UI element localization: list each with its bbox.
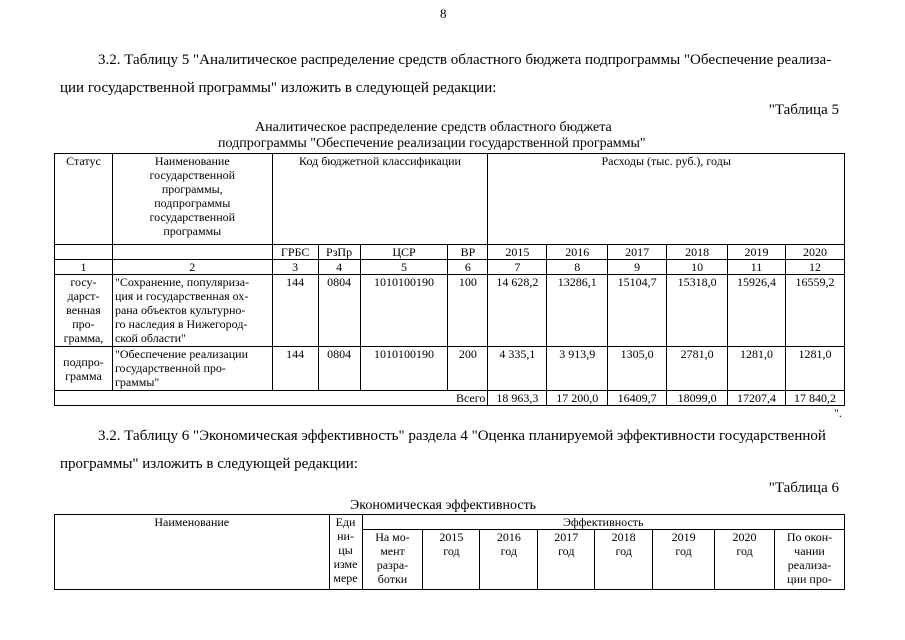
t6-header-year: 2017 год: [538, 530, 595, 590]
section2-paragraph-line2: программы" изложить в следующей редакции:: [60, 456, 358, 472]
header-grbs: ГРБС: [272, 245, 318, 260]
col-number: 5: [360, 260, 448, 275]
t6-header-end: По окон- чании реализа- ции про-: [774, 530, 844, 590]
section1-paragraph-line1: 3.2. Таблицу 5 "Аналитическое распределение средств областного бюджета подпрограммы "Обеспечение реализа-: [98, 52, 832, 68]
row-rzpr: 0804: [318, 275, 360, 347]
row-value: 16559,2: [785, 275, 844, 347]
row-csr: 1010100190: [360, 347, 448, 391]
row-vr: 100: [448, 275, 488, 347]
row-value: 15104,7: [608, 275, 667, 347]
col-number: 11: [728, 260, 786, 275]
row-name: "Обеспечение реализации государственной про- граммы": [112, 347, 272, 391]
table6: [54, 514, 845, 590]
total-value: 16409,7: [608, 391, 667, 406]
header-name: Наименование государственной программы, подпрограммы государственной программы: [112, 154, 272, 245]
row-value: 15318,0: [667, 275, 728, 347]
total-value: 17207,4: [728, 391, 786, 406]
col-number: 12: [785, 260, 844, 275]
table5: [54, 153, 845, 406]
row-value: 4 335,1: [488, 347, 547, 391]
total-row: [55, 391, 845, 406]
row-name: "Сохранение, популяриза- ция и государственная ох- рана объектов культурно- го наследия в Нижегород- ской области": [112, 275, 272, 347]
row-value: 15926,4: [728, 275, 786, 347]
header-empty: [55, 245, 113, 260]
table-row: [55, 275, 845, 347]
page-number: 8: [440, 6, 447, 21]
row-value: 2781,0: [667, 347, 728, 391]
t6-header-year: 2018 год: [595, 530, 653, 590]
col-number: 1: [55, 260, 113, 275]
header-year: 2016: [547, 245, 608, 260]
header-expenses: Расходы (тыс. руб.), годы: [488, 154, 845, 245]
closing-quote: ".: [834, 406, 842, 420]
col-number: 2: [112, 260, 272, 275]
section2-paragraph-line1: 3.2. Таблицу 6 "Экономическая эффективность" раздела 4 "Оценка планируемой эффективности государственной: [98, 428, 826, 444]
table6-caption: Экономическая эффективность: [350, 498, 537, 513]
row-value: 1281,0: [785, 347, 844, 391]
header-csr: ЦСР: [360, 245, 448, 260]
t6-header-name: Наименование: [55, 515, 330, 590]
header-status: Статус: [55, 154, 113, 245]
col-number: 6: [448, 260, 488, 275]
total-value: 18099,0: [667, 391, 728, 406]
table5-label: "Таблица 5: [768, 102, 839, 118]
col-number: 8: [547, 260, 608, 275]
section1-paragraph-line2: ции государственной программы" изложить в следующей редакции:: [60, 80, 497, 96]
total-value: 18 963,3: [488, 391, 547, 406]
t6-header-year: 2016 год: [480, 530, 538, 590]
row-value: 13286,1: [547, 275, 608, 347]
header-year: 2017: [608, 245, 667, 260]
row-grbs: 144: [272, 347, 318, 391]
row-value: 3 913,9: [547, 347, 608, 391]
col-number: 4: [318, 260, 360, 275]
row-vr: 200: [448, 347, 488, 391]
row-rzpr: 0804: [318, 347, 360, 391]
header-year: 2015: [488, 245, 547, 260]
header-year: 2020: [785, 245, 844, 260]
t6-header-year: 2020 год: [715, 530, 775, 590]
row-grbs: 144: [272, 275, 318, 347]
table6-label: "Таблица 6: [768, 480, 839, 496]
row-value: 14 628,2: [488, 275, 547, 347]
col-number: 9: [608, 260, 667, 275]
row-csr: 1010100190: [360, 275, 448, 347]
col-number: 10: [667, 260, 728, 275]
row-value: 1305,0: [608, 347, 667, 391]
header-year: 2019: [728, 245, 786, 260]
total-value: 17 200,0: [547, 391, 608, 406]
total-value: 17 840,2: [785, 391, 844, 406]
header-rzpr: РзПр: [318, 245, 360, 260]
table5-caption-line1: Аналитическое распределение средств областного бюджета: [255, 120, 612, 135]
t6-header-year: 2015 год: [423, 530, 480, 590]
row-status: подпро- грамма: [55, 347, 113, 391]
table5-caption-line2: подпрограммы "Обеспечение реализации государственной программы": [218, 136, 646, 151]
total-label: Всего: [55, 391, 488, 406]
t6-header-at-development: На мо- мент разра- ботки: [362, 530, 423, 590]
header-year: 2018: [667, 245, 728, 260]
header-vr: ВР: [448, 245, 488, 260]
header-empty: [112, 245, 272, 260]
header-budget-code: Код бюджетной классификации: [272, 154, 488, 245]
t6-header-year: 2019 год: [653, 530, 715, 590]
table-row: [55, 347, 845, 391]
row-value: 1281,0: [728, 347, 786, 391]
col-number: 7: [488, 260, 547, 275]
t6-header-efficiency: Эффективность: [362, 515, 844, 530]
t6-header-unit: Еди ни- цы изме мере: [329, 515, 362, 590]
row-status: госу- дарст- венная про- грамма,: [55, 275, 113, 347]
col-number: 3: [272, 260, 318, 275]
